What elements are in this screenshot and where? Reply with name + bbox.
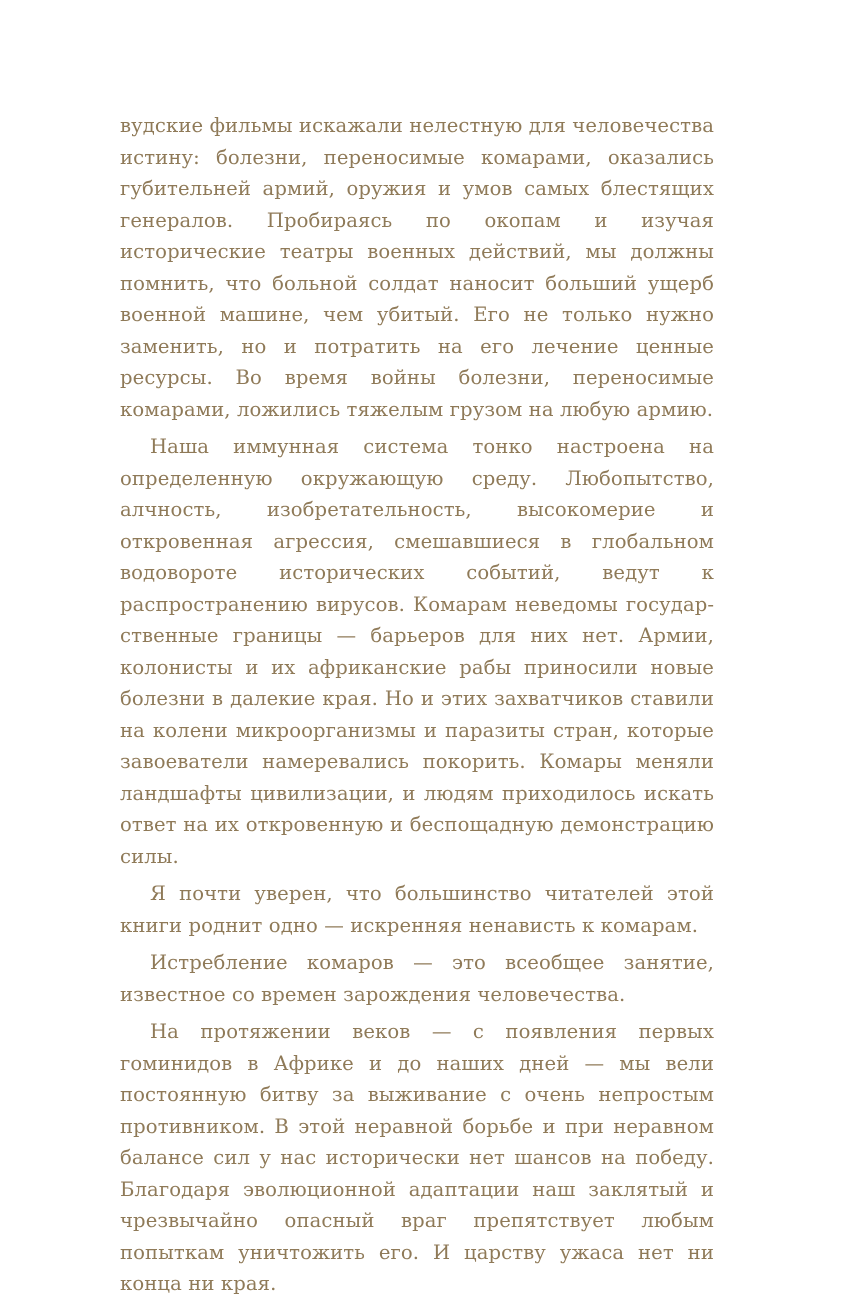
paragraph-1: вудские фильмы искажали нелестную для человечества истину: болезни, переносимые комарами, оказались губительней армий, оружия и умов самых блестящих генералов. Пробираясь по окопам и изучая исторические театры военных действий, мы должны помнить, что больной солдат наносит больший ущерб военной машине, чем убитый. Его не только нужно заменить, но и потратить на его лечение ценные ресурсы. Во время войны болезни, переносимые комарами, ложились тяжелым грузом на любую армию.	[120, 114, 714, 421]
body-text	[120, 110, 714, 1306]
paragraph-4: Истребление комаров — это всеобщее занятие, известное со времен зарождения человечества.	[120, 951, 714, 1006]
paragraph-3: Я почти уверен, что большинство читателей этой книги роднит одно — искренняя ненависть к комарам.	[120, 882, 714, 937]
paragraph-2: Наша иммунная система тонко настроена на определенную окружающую среду. Любопытство, алчность, изобретательность, высокомерие и откровенная агрессия, смешавшиеся в глобальном водовороте исторических событий, ведут к распространению вирусов. Комарам неведомы государственные границы — барьеров для них нет. Армии, колонисты и их африканские рабы приносили новые болезни в далекие края. Но и этих захватчиков ставили на колени микроорганизмы и паразиты стран, которые завоеватели намеревались покорить. Комары меняли ландшафты цивилизации, и людям приходилось искать ответ на их откровенную и беспощадную демонстрацию силы.	[120, 435, 714, 868]
paragraph-5: На протяжении веков — с появления первых гоминидов в Африке и до наших дней — мы вели постоянную битву за выживание с очень непростым противником. В этой неравной борьбе и при неравном балансе сил у нас исторически нет шансов на победу. Благодаря эволюционной адаптации наш заклятый и чрезвычайно опасный враг препятствует любым попыткам уничтожить его. И царству ужаса нет ни конца ни края.	[120, 1020, 714, 1295]
